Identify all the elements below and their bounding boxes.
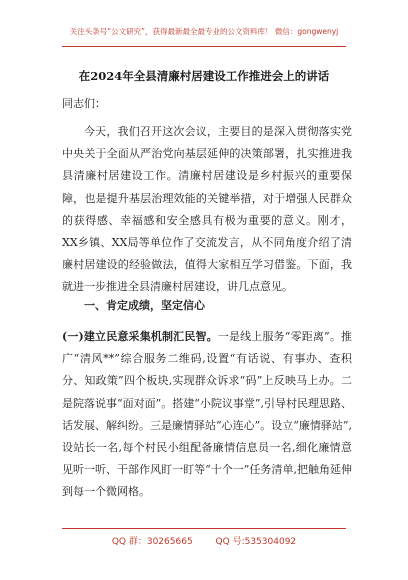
salutation: 同志们： bbox=[62, 97, 106, 110]
qq-group: QQ 群：30265665 bbox=[111, 537, 193, 547]
paragraph-mechanism bbox=[62, 326, 352, 504]
footer-divider bbox=[62, 528, 346, 529]
qq-number: QQ 号:535304092 bbox=[215, 537, 297, 547]
paragraph-intro: 今天，我们召开这次会议，主要目的是深入贯彻落实党中央关于全面从严治党向基层延伸的决策部署，扎实推进我县清廉村居建设工作。清廉村居建设是乡村振兴的重要保障，也是提升基层治理效能的关键举措，对于增强人民群众的获得感、幸福感和安全感具有极为重要的意义。刚才，XX乡镇、XX局等单位作了交流发言，从不同角度介绍了清廉村居建设的经验做法，值得大家相互学习借鉴。下面，我就进一步推进全县清廉村居建设，讲几点意见。 bbox=[62, 125, 352, 294]
document-title: 在2024年全县清廉村居建设工作推进会上的讲话 bbox=[78, 69, 330, 83]
promo-header: 关注头条号“公文研究”，获得最新最全最专业的公文资料库！ 微信：gongwenyj bbox=[69, 27, 339, 36]
header-divider bbox=[62, 46, 346, 47]
contact-footer bbox=[0, 534, 408, 547]
paragraph-lead: (一)建立民意采集机制汇民智。 bbox=[62, 330, 218, 343]
paragraph-body: 一是线上服务“零距离”。推广“清风**”综合服务二维码,设置“有话说、有事办、查积分、知政策”四个板块,实现群众诉求“码”上反映马上办。二是院落说事“面对面”。搭建“小院议事堂”,引导村民理思路、话发展、解纠纷。三是廉情驿站“心连心”。设立“廉情驿站”,设站长一名,每个村民小组配备廉情信息员一名,细化廉情意见听一听、干部作风盯一盯等“十个一”任务清单,把触角延伸到每一个微网格。 bbox=[62, 330, 352, 499]
section-heading-1: 一、肯定成绩，坚定信心 bbox=[84, 299, 205, 312]
